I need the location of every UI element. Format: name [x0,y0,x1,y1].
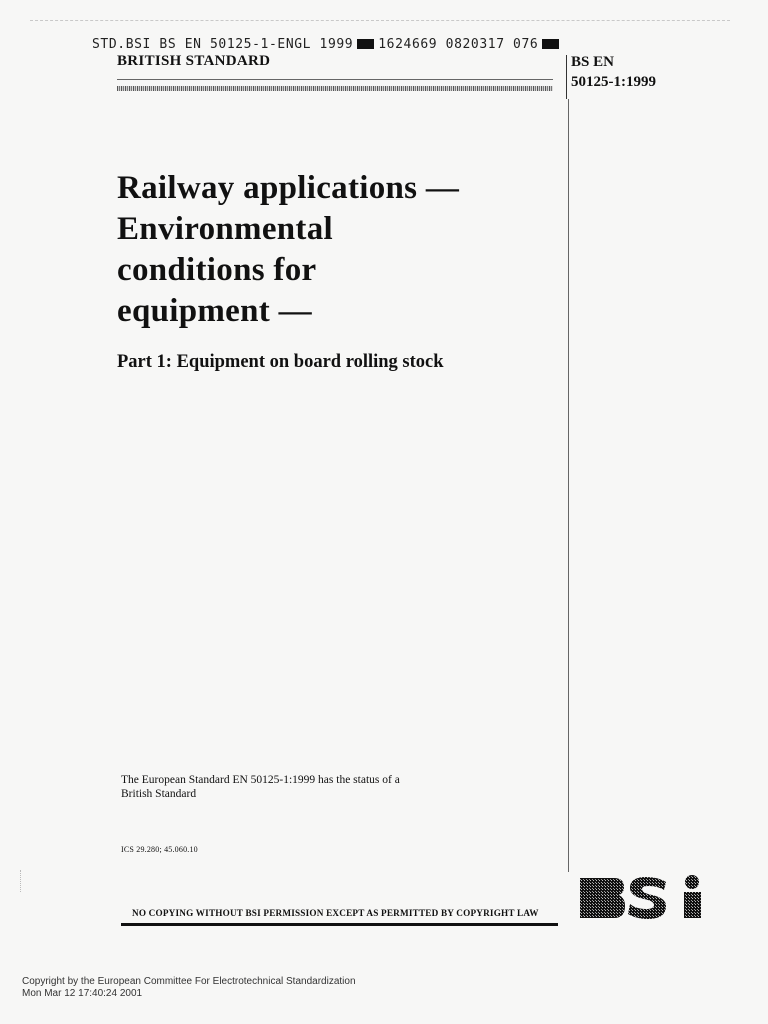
scan-margin-mark [20,870,22,892]
scan-header-code-part2: 1624669 0820317 076 [378,37,539,52]
page-footer [22,976,356,1000]
standard-number-line1: BS EN [571,54,614,70]
status-statement [121,773,451,801]
standard-number-line2: 50125-1:1999 [571,74,656,90]
bsi-logo-text: BSi [578,874,580,875]
divider-line-top [566,55,567,99]
title-line: conditions for [117,252,317,288]
title-line: Railway applications — [117,170,460,206]
standard-number [571,52,656,92]
title-line: equipment — [117,293,312,329]
scan-block-mark [357,39,374,49]
footer-timestamp: Mon Mar 12 17:40:24 2001 [22,988,143,999]
document-part-title: Part 1: Equipment on board rolling stock [117,352,444,372]
scan-noise-line [30,20,730,25]
title-line: Environmental [117,211,333,247]
scan-header-code-part1: STD.BSI BS EN 50125-1-ENGL 1999 [92,37,354,52]
header-hatched-rule [117,86,553,91]
ics-code: ICS 29.280; 45.060.10 [121,845,198,854]
header-rule [117,79,553,80]
bsi-logo [578,874,710,927]
scan-header-code [92,37,563,52]
divider-line [568,99,569,872]
copyright-notice: NO COPYING WITHOUT BSI PERMISSION EXCEPT AS PERMITTED BY COPYRIGHT LAW [132,908,539,918]
footer-copyright: Copyright by the European Committee For Electrotechnical Standardization [22,976,356,987]
scan-block-mark [542,39,559,49]
document-title [117,168,557,332]
bottom-rule [121,923,558,926]
status-line1: The European Standard EN 50125-1:1999 has the status of a [121,774,400,786]
standard-type-label: BRITISH STANDARD [117,53,271,69]
status-line2: British Standard [121,788,197,800]
